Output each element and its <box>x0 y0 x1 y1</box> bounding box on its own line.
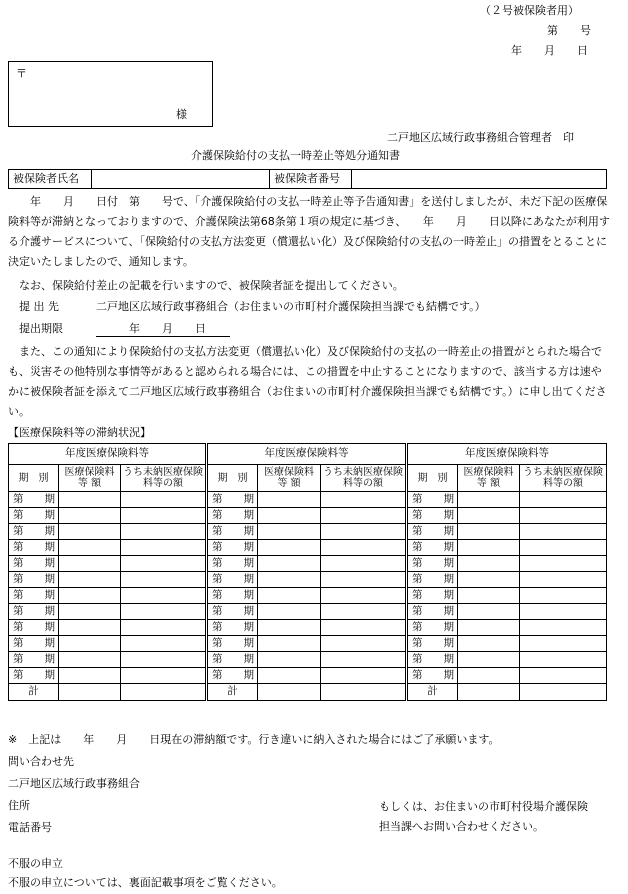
table-row: 第 期 <box>208 668 406 684</box>
body-paragraph-1: 年 月 日付 第 号で、「介護保険給付の支払一時差止等予告通知書」を送付しましたが、未だ下記の医療保険料等が滞納となっておりますので、介護保険法第68条第１項の規定に基づき、 年 月 日以降にあなたが利用する介護サービスについて、「保険給付の支払方法変更（償還払い化）及び保険給付の支払の一時差止」の措置をとることに決定いたしましたので、通知します。 <box>8 195 610 268</box>
table-row: 第 期 <box>9 668 206 684</box>
col-period: 期 別 <box>208 465 258 492</box>
fiscal-year-header: 年度医療保険料等 <box>408 444 607 465</box>
table-row: 第 期 <box>408 636 607 652</box>
table-row: 第 期 <box>208 572 406 588</box>
issue-date: 年 月 日 <box>511 44 588 57</box>
inquiry-phone-label: 電話番号 <box>8 821 52 834</box>
submit-to-label: 提 出 先 <box>8 300 59 313</box>
table-row: 第 期 <box>408 540 607 556</box>
table-row: 第 期 <box>9 540 206 556</box>
table-row: 第 期 <box>9 524 206 540</box>
col-unpaid: うち未納医療保険料等の額 <box>520 465 607 492</box>
table-row: 第 期 <box>9 556 206 572</box>
table-row: 第 期 <box>408 588 607 604</box>
table-row: 第 期 <box>208 588 406 604</box>
fiscal-year-header: 年度医療保険料等 <box>208 444 406 465</box>
total-row: 計 <box>208 684 406 701</box>
document-title: 介護保険給付の支払一時差止等処分通知書 <box>191 149 400 162</box>
table-row: 第 期 <box>208 492 406 508</box>
table-row: 第 期 <box>9 572 206 588</box>
col-period: 期 別 <box>9 465 59 492</box>
table-row: 第 期 <box>408 604 607 620</box>
honorific: 様 <box>176 108 187 121</box>
table-row: 第 期 <box>408 556 607 572</box>
table-row: 第 期 <box>208 652 406 668</box>
insured-number-label: 被保険者番号 <box>270 170 352 188</box>
table-row: 第 期 <box>208 604 406 620</box>
arrears-table-1 <box>8 443 206 701</box>
arrears-table-2 <box>207 443 406 701</box>
body-paragraph-3: また、この通知により保険給付の支払方法変更（償還払い化）及び保険給付の支払の一時差止の措置がとられた場合でも、災害その他特別な事情等があると認められる場合には、この措置を中止することになりますので、該当する方は速やかに被保険者証を添えて二戸地区広域行政事務組合（お住まいの市町村介護保険担当課でも結構です。）に申し出てください。 <box>8 345 607 418</box>
table-row: 第 期 <box>208 508 406 524</box>
table-row: 第 期 <box>9 604 206 620</box>
table-row: 第 期 <box>408 524 607 540</box>
table-section-title: 【医療保険料等の滞納状況】 <box>8 426 151 439</box>
inquiry-org: 二戸地区広域行政事務組合 <box>8 777 140 790</box>
table-row: 第 期 <box>208 556 406 572</box>
table-row: 第 期 <box>408 572 607 588</box>
table-row: 第 期 <box>408 492 607 508</box>
address-box <box>8 61 213 127</box>
insured-name-value <box>92 170 270 188</box>
total-row: 計 <box>9 684 206 701</box>
table-row: 第 期 <box>9 508 206 524</box>
col-amount: 医療保険料 等 額 <box>258 465 321 492</box>
table-row: 第 期 <box>208 524 406 540</box>
table-row: 第 期 <box>208 636 406 652</box>
table-row: 第 期 <box>408 508 607 524</box>
table-row: 第 期 <box>208 540 406 556</box>
arrears-table-3 <box>407 443 607 701</box>
table-row: 第 期 <box>9 620 206 636</box>
table-row: 第 期 <box>9 652 206 668</box>
col-unpaid: うち未納医療保険料等の額 <box>121 465 206 492</box>
table-row: 第 期 <box>408 620 607 636</box>
table-row: 第 期 <box>9 492 206 508</box>
postal-mark: 〒 <box>16 67 27 80</box>
total-row: 計 <box>408 684 607 701</box>
insured-name-label: 被保険者氏名 <box>9 170 92 188</box>
footnote: ※ 上記は 年 月 日現在の滞納額です。行き違いに納入された場合にはご了承願います。 <box>8 733 500 746</box>
col-amount: 医療保険料 等 額 <box>458 465 520 492</box>
body-paragraph-2: なお、保険給付差止の記載を行いますので、被保険者証を提出してください。 <box>8 279 404 292</box>
doc-number: 第 号 <box>547 24 591 37</box>
appeal-text: 不服の申立については、裏面記載事項をご覧ください。 <box>8 876 283 889</box>
table-row: 第 期 <box>408 652 607 668</box>
col-unpaid: うち未納医療保険料等の額 <box>321 465 406 492</box>
form-type: （２号被保険者用） <box>480 4 579 17</box>
appeal-title: 不服の申立 <box>8 857 63 870</box>
issuer: 二戸地区広域行政事務組合管理者 印 <box>387 131 574 144</box>
col-period: 期 別 <box>408 465 458 492</box>
table-row: 第 期 <box>9 636 206 652</box>
inquiry-title: 問い合わせ先 <box>8 755 74 768</box>
table-row: 第 期 <box>9 588 206 604</box>
deadline-value: 年 月 日 <box>96 322 230 337</box>
col-amount: 医療保険料 等 額 <box>59 465 121 492</box>
table-row: 第 期 <box>208 620 406 636</box>
deadline-label: 提出期限 <box>8 322 63 335</box>
table-row: 第 期 <box>408 668 607 684</box>
fiscal-year-header: 年度医療保険料等 <box>9 444 206 465</box>
inquiry-address-label: 住所 <box>8 799 30 812</box>
insured-info-row <box>8 169 607 189</box>
inquiry-alt-contact: もしくは、お住まいの市町村役場介護保険担当課へお問い合わせください。 <box>379 800 588 833</box>
submit-to-value: 二戸地区広域行政事務組合（お住まいの市町村介護保険担当課でも結構です。） <box>96 300 486 313</box>
insured-number-value <box>352 170 606 188</box>
